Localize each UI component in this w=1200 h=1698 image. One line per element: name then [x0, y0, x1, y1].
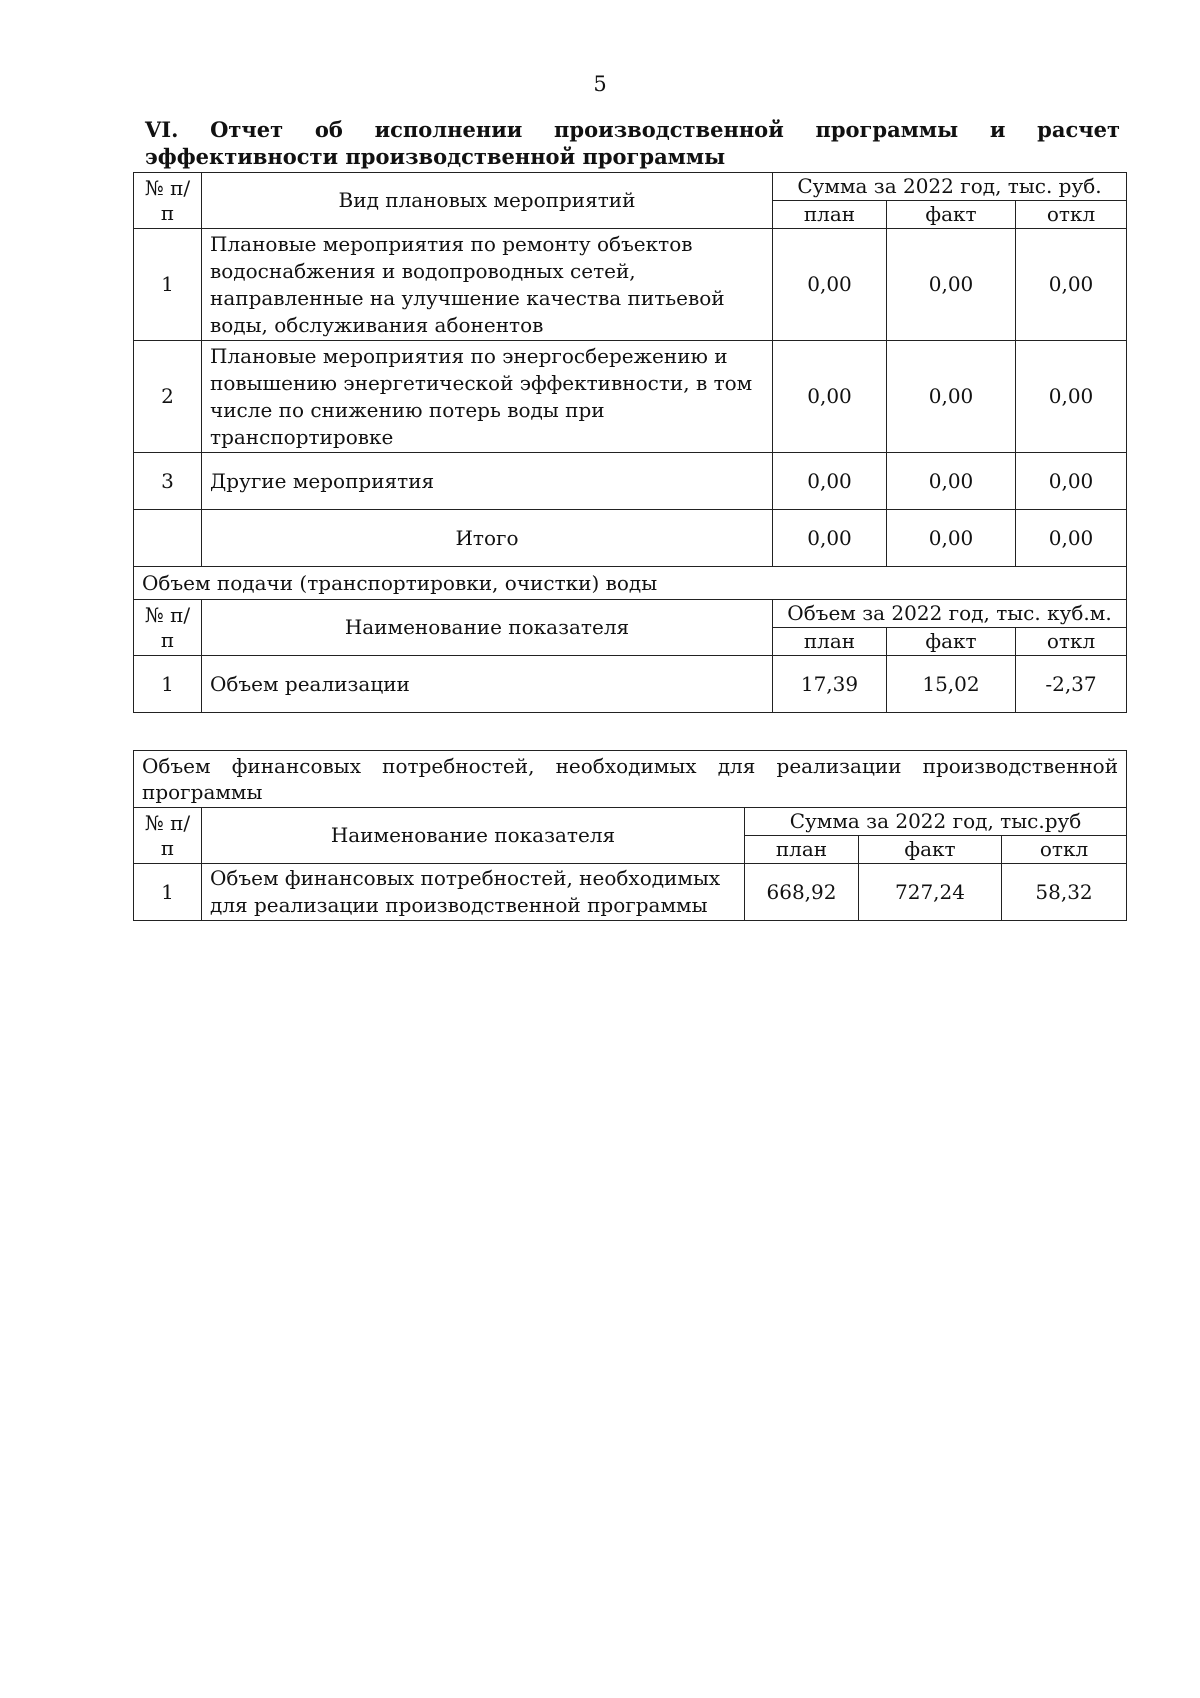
financial-header-group: Сумма за 2022 год, тыс.руб — [745, 808, 1127, 836]
volume-row-deviation: -2,37 — [1016, 656, 1127, 713]
row-no: 2 — [134, 341, 202, 453]
table-row — [134, 229, 1127, 341]
row-no: 3 — [134, 453, 202, 510]
header-plan: план — [773, 201, 887, 229]
financial-row-deviation: 58,32 — [1002, 864, 1127, 921]
section-title: VI. Отчет об исполнении производственной программы и расчет эффективности производственной программы — [145, 117, 1120, 169]
volume-header-no: № п/п — [134, 600, 202, 656]
total-plan: 0,00 — [773, 510, 887, 567]
financial-needs-banner: Объем финансовых потребностей, необходимых для реализации производственной программы — [134, 751, 1127, 808]
financial-row-name: Объем финансовых потребностей, необходимых для реализации производственной программы — [202, 864, 745, 921]
row-plan: 0,00 — [773, 229, 887, 341]
row-deviation: 0,00 — [1016, 341, 1127, 453]
production-program-table — [133, 172, 1127, 713]
total-empty-cell — [134, 510, 202, 567]
volume-header-fact: факт — [887, 628, 1016, 656]
row-fact: 0,00 — [887, 453, 1016, 510]
row-plan: 0,00 — [773, 453, 887, 510]
financial-header-fact: факт — [859, 836, 1002, 864]
row-no: 1 — [134, 229, 202, 341]
table-row — [134, 341, 1127, 453]
row-deviation: 0,00 — [1016, 453, 1127, 510]
volume-row — [134, 656, 1127, 713]
volume-header-indicator: Наименование показателя — [202, 600, 773, 656]
volume-row-no: 1 — [134, 656, 202, 713]
total-fact: 0,00 — [887, 510, 1016, 567]
financial-row-plan: 668,92 — [745, 864, 859, 921]
page-number: 5 — [593, 72, 607, 96]
volume-header-group: Объем за 2022 год, тыс. куб.м. — [773, 600, 1127, 628]
row-fact: 0,00 — [887, 341, 1016, 453]
financial-row-fact: 727,24 — [859, 864, 1002, 921]
row-fact: 0,00 — [887, 229, 1016, 341]
financial-header-plan: план — [745, 836, 859, 864]
volume-header-plan: план — [773, 628, 887, 656]
volume-section-title: Объем подачи (транспортировки, очистки) воды — [134, 567, 1127, 600]
volume-header-deviation: откл — [1016, 628, 1127, 656]
financial-header-deviation: откл — [1002, 836, 1127, 864]
header-no: № п/п — [134, 173, 202, 229]
row-deviation: 0,00 — [1016, 229, 1127, 341]
total-row — [134, 510, 1127, 567]
header-activity-type: Вид плановых мероприятий — [202, 173, 773, 229]
table-row — [134, 453, 1127, 510]
total-label: Итого — [202, 510, 773, 567]
header-deviation: откл — [1016, 201, 1127, 229]
total-deviation: 0,00 — [1016, 510, 1127, 567]
volume-row-name: Объем реализации — [202, 656, 773, 713]
volume-row-plan: 17,39 — [773, 656, 887, 713]
header-fact: факт — [887, 201, 1016, 229]
financial-row — [134, 864, 1127, 921]
row-name: Плановые мероприятия по энергосбережению и повышению энергетической эффективности, в том числе по снижению потерь воды при транспортировке — [202, 341, 773, 453]
financial-row-no: 1 — [134, 864, 202, 921]
header-sum-group: Сумма за 2022 год, тыс. руб. — [773, 173, 1127, 201]
row-plan: 0,00 — [773, 341, 887, 453]
row-name: Плановые мероприятия по ремонту объектов водоснабжения и водопроводных сетей, направленные на улучшение качества питьевой воды, обслуживания абонентов — [202, 229, 773, 341]
financial-needs-table — [133, 750, 1127, 921]
row-name: Другие мероприятия — [202, 453, 773, 510]
financial-header-indicator: Наименование показателя — [202, 808, 745, 864]
financial-header-no: № п/п — [134, 808, 202, 864]
volume-row-fact: 15,02 — [887, 656, 1016, 713]
